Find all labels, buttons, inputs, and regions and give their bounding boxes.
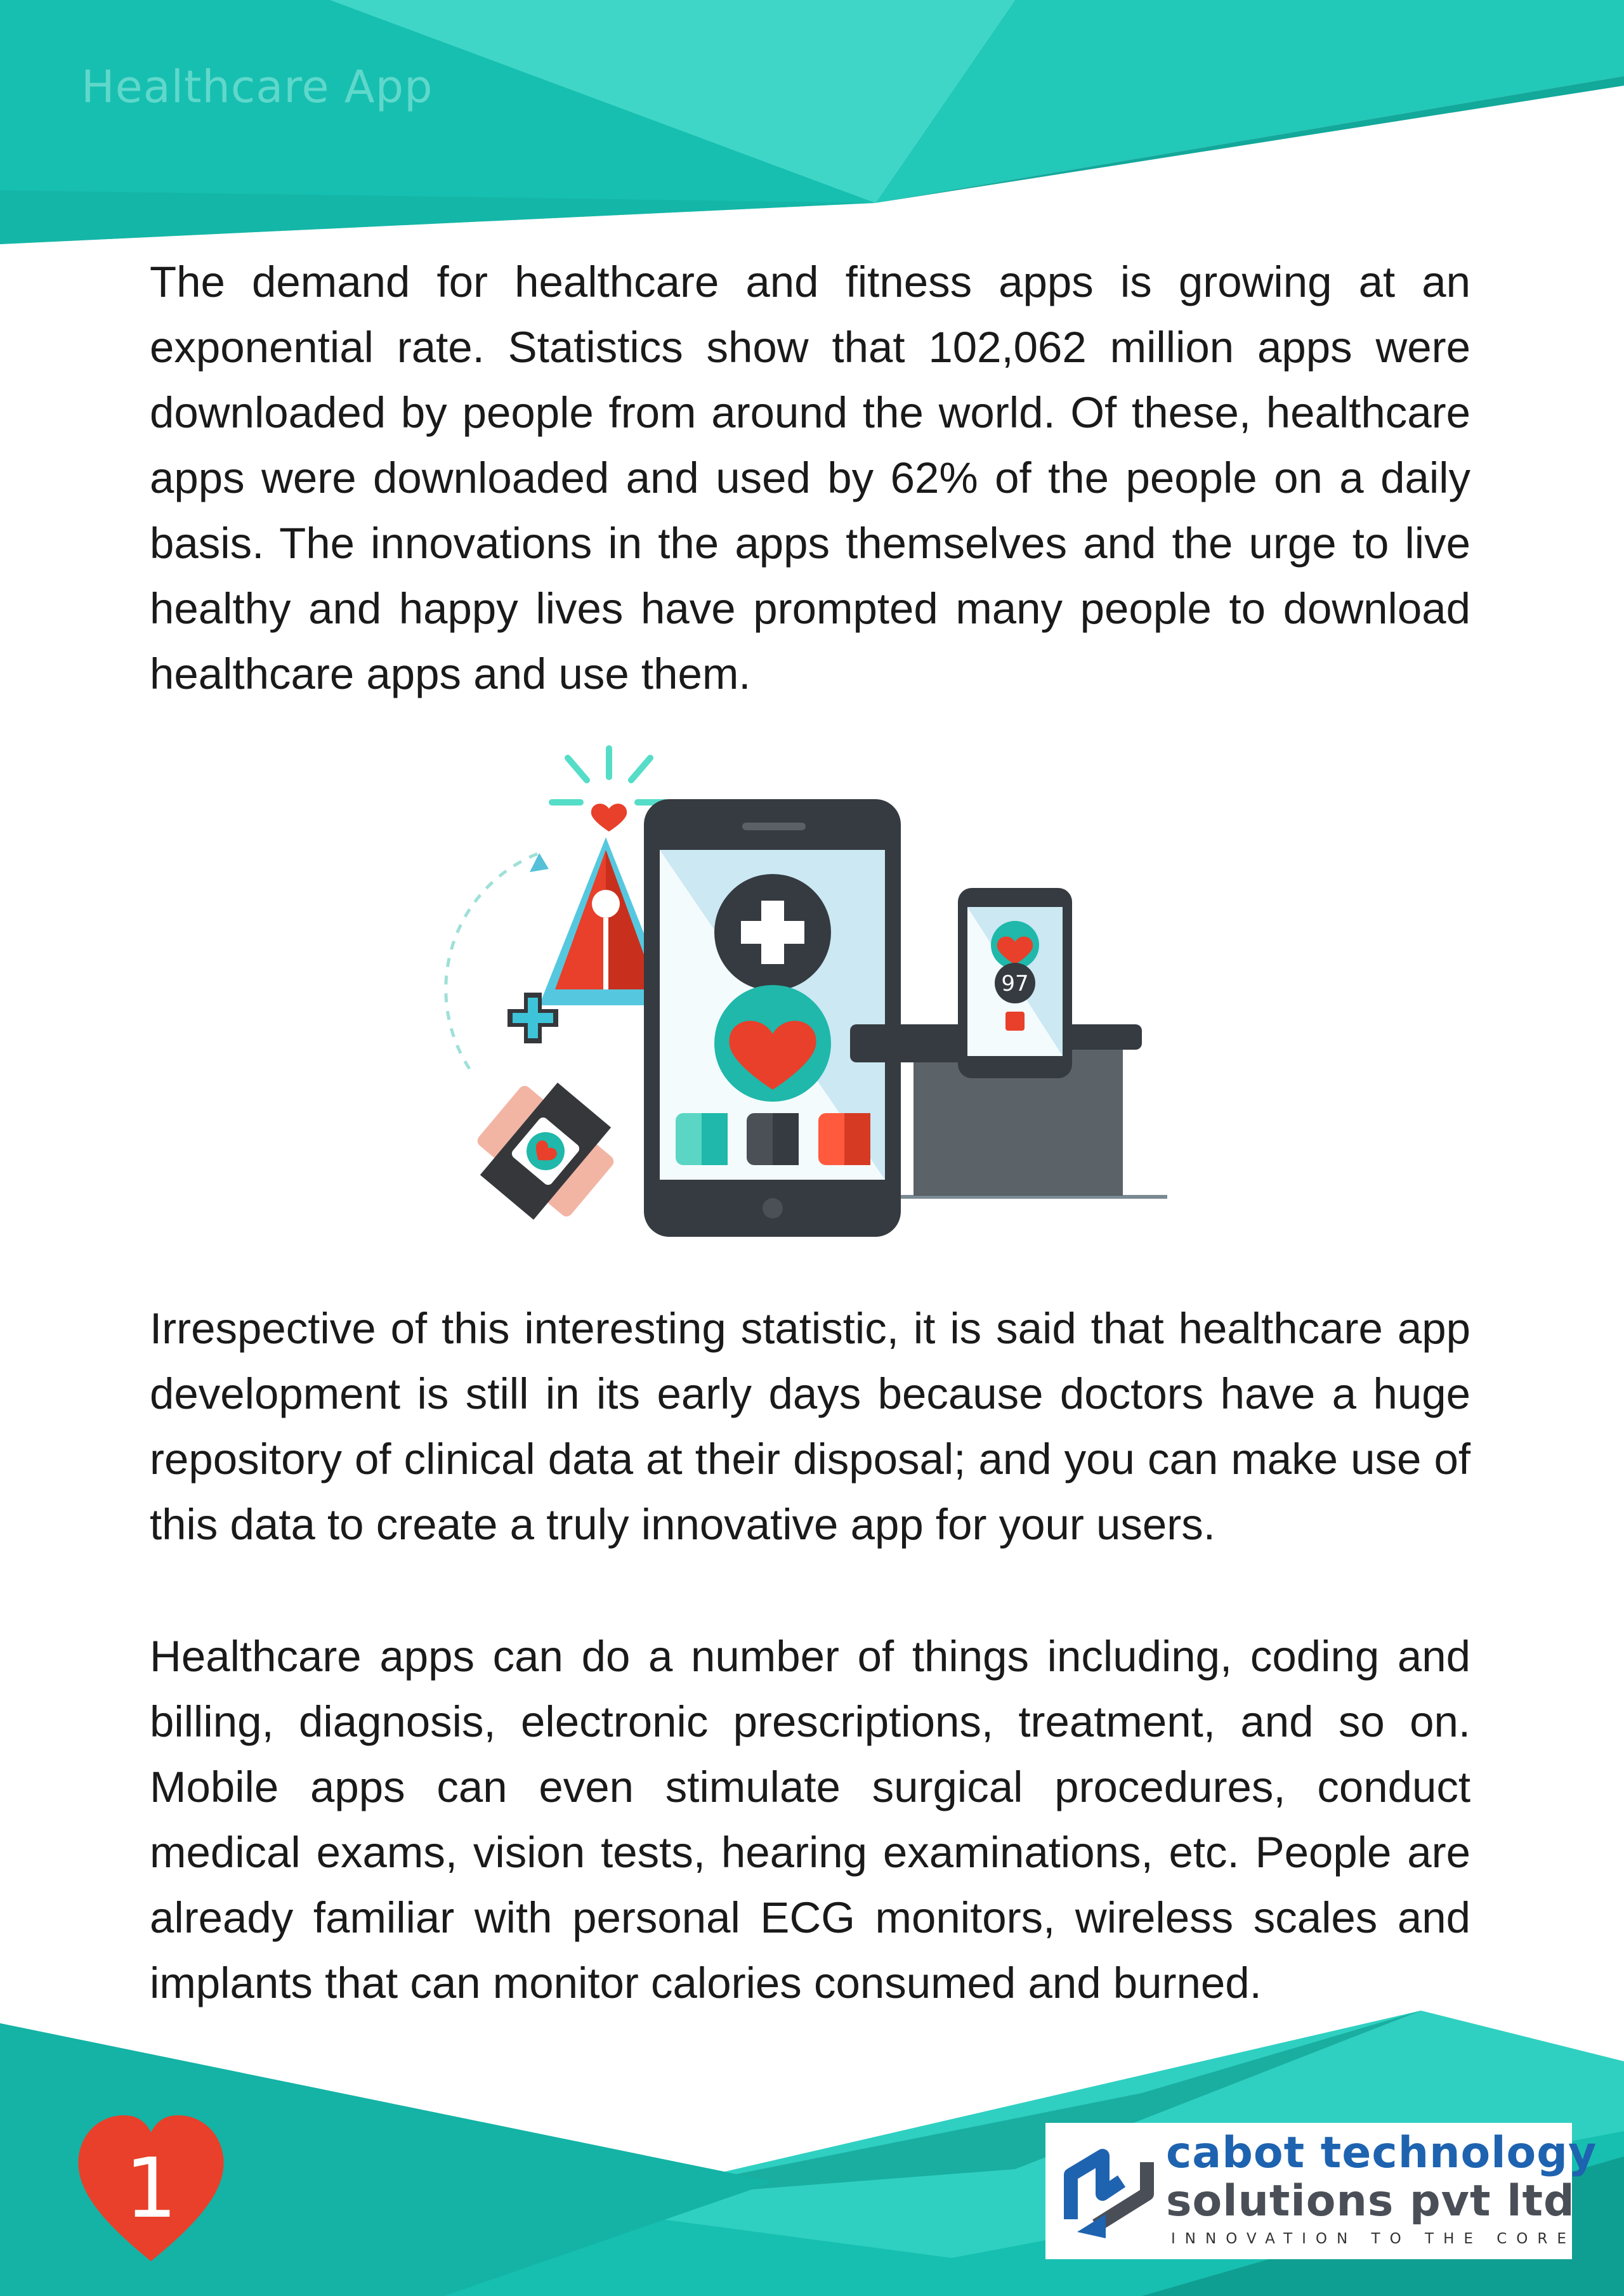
body-paragraph-2: Irrespective of this interesting statistic, it is said that healthcare app development is still in its early days because doctors have a huge repository of clinical data at their disposal; and you can make use of this data to create a truly innovative app for your users. (150, 1304, 1470, 1549)
page-number: 1 (124, 2140, 178, 2236)
page-number-badge (75, 2112, 227, 2264)
company-logo (1045, 2123, 1597, 2259)
heart-rate-value: 97 (1001, 971, 1029, 996)
logo-mark-icon (1058, 2143, 1160, 2238)
healthcare-illustration (444, 739, 1174, 1265)
smartwatch-icon (461, 1066, 631, 1236)
logo-line-1: cabot technology (1166, 2128, 1597, 2178)
logo-line-2: solutions pvt ltd (1166, 2176, 1575, 2226)
body-paragraph-3: Healthcare apps can do a number of things including, coding and billing, diagnosis, electronic prescriptions, treatment, and so on. Mobile apps can even stimulate surgical procedures, conduct medical exams, vision tests, hearing examinations, etc. People are already familiar with personal ECG monitors, wireless scales and implants that can monitor calories consumed and burned. (150, 1632, 1470, 2007)
intro-paragraph: The demand for healthcare and fitness apps is growing at an exponential rate. Statistics show that 102,062 million apps were downloaded by people from around the world. Of these, healthcare apps were downloaded and used by 62% of the people on a daily basis. The innovations in the apps themselves and the urge to live healthy and happy lives have prompted many people to download healthcare apps and use them. (150, 258, 1470, 698)
sparkle-icon (552, 748, 666, 802)
smartphone-icon (644, 799, 901, 1237)
header-title: Healthcare App (81, 61, 433, 113)
logo-tagline: INNOVATION TO THE CORE (1171, 2231, 1576, 2247)
